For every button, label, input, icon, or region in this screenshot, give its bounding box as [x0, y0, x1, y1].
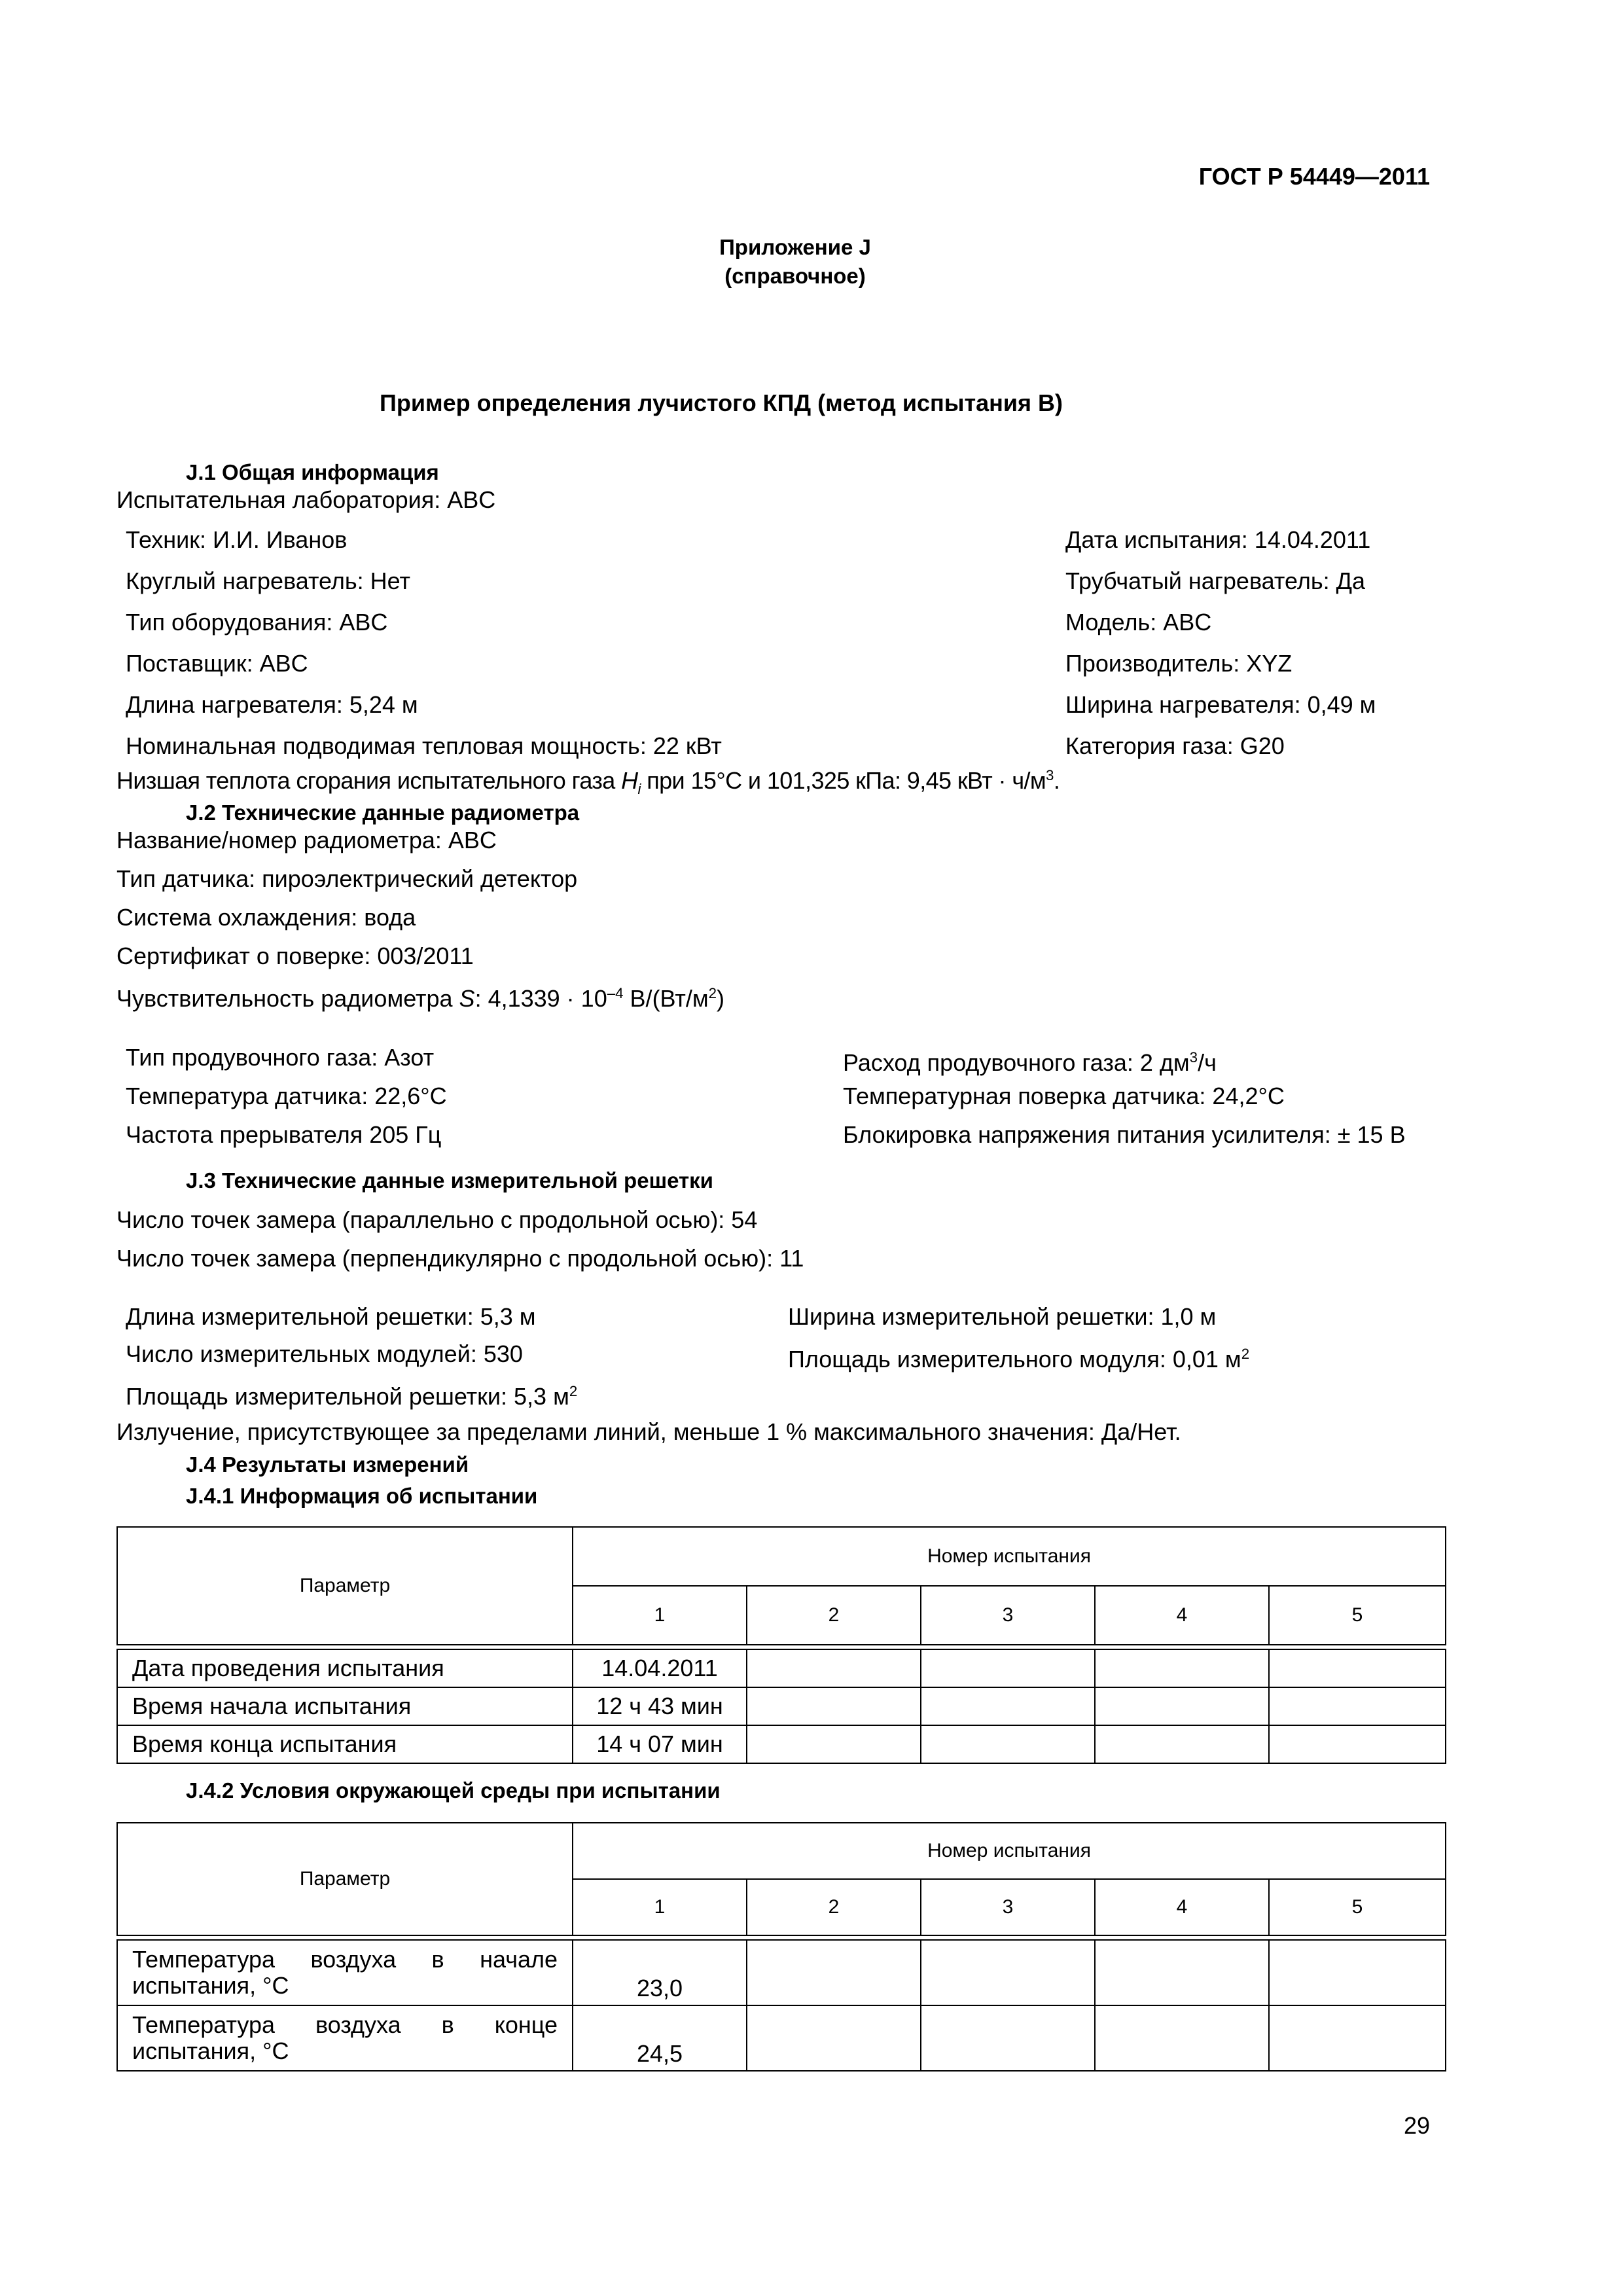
table2-col-2: 2: [747, 1879, 921, 1935]
table1-col-5: 5: [1269, 1586, 1446, 1645]
calorific-text: Низшая теплота сгорания испытательного газа: [116, 767, 622, 794]
table1-group-header: Номер испытания: [573, 1527, 1446, 1586]
table-row: [117, 1940, 1446, 2005]
calorific-sup: 3: [1046, 767, 1054, 783]
section-j1-heading: J.1 Общая информация: [186, 460, 439, 484]
sensitivity-unit-sup: 2: [708, 985, 717, 1001]
info-heater-length: Длина нагревателя: 5,24 м: [126, 691, 418, 718]
calorific-symbol: H: [621, 767, 638, 794]
module-area-text: Площадь измерительного модуля: 0,01 м: [788, 1346, 1241, 1372]
lab-line: Испытательная лаборатория: ABC: [116, 486, 496, 513]
table2-col-5: 5: [1269, 1879, 1446, 1935]
sensitivity-label: Чувствительность радиометра: [116, 985, 459, 1012]
module-count: Число измерительных модулей: 530: [126, 1340, 523, 1367]
table2-row-label: [117, 2005, 573, 2071]
purge-gas-flow: [843, 1043, 1217, 1077]
grid-width: Ширина измерительной решетки: 1,0 м: [788, 1303, 1217, 1330]
table2-cell: 23,0: [573, 1940, 747, 2005]
info-test-date: Дата испытания: 14.04.2011: [1065, 526, 1371, 553]
appendix-title: Приложение J: [719, 235, 871, 259]
table1-cell: [921, 1649, 1095, 1687]
table2-row-label-line2: испытания, °С: [132, 1972, 289, 1999]
purge-gas-type: Тип продувочного газа: Азот: [126, 1044, 435, 1071]
table1-row-label: Время конца испытания: [117, 1725, 573, 1763]
sensor-type: Тип датчика: пироэлектрический детектор: [116, 865, 578, 892]
table2-param-header: Параметр: [117, 1823, 573, 1935]
info-heater-width: Ширина нагревателя: 0,49 м: [1065, 691, 1376, 718]
table1-cell: [1269, 1687, 1446, 1725]
page-title: Пример определения лучистого КПД (метод испытания В): [380, 389, 1063, 416]
grid-area-sup: 2: [569, 1383, 578, 1399]
section-j2-heading: J.2 Технические данные радиометра: [186, 800, 580, 825]
purge-flow-end: /ч: [1198, 1049, 1217, 1076]
grid-length: Длина измерительной решетки: 5,3 м: [126, 1303, 536, 1330]
page-number: 29: [1403, 2112, 1430, 2139]
table1-cell: [921, 1687, 1095, 1725]
table1-cell: [1095, 1649, 1269, 1687]
table2-row-label-line2: испытания, °С: [132, 2037, 289, 2064]
info-equipment-type: Тип оборудования: ABC: [126, 609, 388, 636]
section-j3-heading: J.3 Технические данные измерительной решетки: [186, 1168, 713, 1193]
radiometer-sensitivity: [116, 979, 724, 1013]
standard-number: ГОСТ Р 54449—2011: [1198, 163, 1430, 190]
table1-cell: [1269, 1649, 1446, 1687]
info-nominal-power: Номинальная подводимая тепловая мощность: 22 кВт: [126, 732, 722, 759]
table2-row-label-line1: Температура воздуха в конце: [132, 2011, 558, 2038]
sensitivity-value: : 4,1339 · 10: [474, 985, 607, 1012]
table2-group-header: Номер испытания: [573, 1823, 1446, 1879]
table2-header-gap: [117, 1935, 1446, 1940]
table1-cell: [747, 1649, 921, 1687]
table1-cell: 14 ч 07 мин: [573, 1725, 747, 1763]
table2-cell: [921, 1940, 1095, 2005]
info-model: Модель: ABC: [1065, 609, 1212, 636]
table1-col-4: 4: [1095, 1586, 1269, 1645]
calorific-subscript: i: [637, 781, 641, 798]
table1-row-label: Дата проведения испытания: [117, 1649, 573, 1687]
chopper-frequency: Частота прерывателя 205 Гц: [126, 1121, 442, 1148]
table2-row-label-line1: Температура воздуха в начале: [132, 1946, 558, 1973]
table2-cell: [1095, 2005, 1269, 2071]
sensitivity-symbol: S: [459, 985, 475, 1012]
appendix-type: (справочное): [724, 264, 866, 288]
grid-area: [126, 1377, 577, 1411]
sensor-temperature-check: Температурная поверка датчика: 24,2°С: [843, 1083, 1285, 1109]
calibration-certificate: Сертификат о поверке: 003/2011: [116, 942, 474, 969]
purge-flow-sup: 3: [1189, 1049, 1198, 1066]
table1-cell: [747, 1687, 921, 1725]
section-j4-heading: J.4 Результаты измерений: [186, 1452, 469, 1477]
table2-col-3: 3: [921, 1879, 1095, 1935]
table-row: [117, 1649, 1446, 1687]
table2-cell: [921, 2005, 1095, 2071]
amplifier-voltage-lock: Блокировка напряжения питания усилителя: ± 15 В: [843, 1121, 1406, 1148]
info-round-heater: Круглый нагреватель: Нет: [126, 567, 410, 594]
table-row: [117, 1725, 1446, 1763]
info-technician: Техник: И.И. Иванов: [126, 526, 348, 553]
table1-col-2: 2: [747, 1586, 921, 1645]
table2-cell: [1269, 1940, 1446, 2005]
points-perpendicular: Число точек замера (перпендикулярно с продольной осью): 11: [116, 1245, 804, 1272]
module-area: [788, 1340, 1249, 1374]
table1-param-header: Параметр: [117, 1527, 573, 1645]
table2-cell: [747, 1940, 921, 2005]
section-j42-heading: J.4.2 Условия окружающей среды при испытании: [186, 1778, 721, 1803]
table1-header-gap: [117, 1645, 1446, 1649]
module-area-sup: 2: [1241, 1346, 1250, 1362]
table1-col-3: 3: [921, 1586, 1095, 1645]
table2-cell: 24,5: [573, 2005, 747, 2071]
info-supplier: Поставщик: ABC: [126, 650, 308, 677]
table1-cell: [1095, 1687, 1269, 1725]
table1-cell: [1095, 1725, 1269, 1763]
points-parallel: Число точек замера (параллельно с продольной осью): 54: [116, 1206, 758, 1233]
table1-col-1: 1: [573, 1586, 747, 1645]
calorific-end: .: [1053, 767, 1060, 794]
section-j41-heading: J.4.1 Информация об испытании: [186, 1484, 538, 1508]
table-row: [117, 1687, 1446, 1725]
calorific-value: при 15°С и 101,325 кПа: 9,45 кВт · ч/м: [640, 767, 1046, 794]
cooling-system: Система охлаждения: вода: [116, 904, 416, 931]
info-manufacturer: Производитель: XYZ: [1065, 650, 1293, 677]
purge-flow-text: Расход продувочного газа: 2 дм: [843, 1049, 1190, 1076]
environment-table: [116, 1822, 1446, 2072]
table-row: [117, 2005, 1446, 2071]
outside-radiation-line: Излучение, присутствующее за пределами линий, меньше 1 % максимального значения: Да/Нет.: [116, 1418, 1181, 1445]
sensitivity-end: ): [717, 985, 725, 1012]
table2-col-1: 1: [573, 1879, 747, 1935]
table2-cell: [1095, 1940, 1269, 2005]
table2-row-label: [117, 1940, 573, 2005]
table2-col-4: 4: [1095, 1879, 1269, 1935]
table2-cell: [747, 2005, 921, 2071]
table1-cell: [747, 1725, 921, 1763]
sensor-temperature: Температура датчика: 22,6°С: [126, 1083, 447, 1109]
test-info-table: [116, 1526, 1446, 1764]
radiometer-name: Название/номер радиометра: ABC: [116, 827, 497, 853]
sensitivity-exponent: –4: [607, 985, 624, 1001]
sensitivity-unit: В/(Вт/м: [623, 985, 709, 1012]
table1-cell: 14.04.2011: [573, 1649, 747, 1687]
grid-area-text: Площадь измерительной решетки: 5,3 м: [126, 1383, 569, 1410]
table1-cell: [921, 1725, 1095, 1763]
table2-cell: [1269, 2005, 1446, 2071]
table1-row-label: Время начала испытания: [117, 1687, 573, 1725]
calorific-value-line: [116, 761, 1060, 804]
info-gas-category: Категория газа: G20: [1065, 732, 1285, 759]
table1-cell: 12 ч 43 мин: [573, 1687, 747, 1725]
table1-cell: [1269, 1725, 1446, 1763]
info-tube-heater: Трубчатый нагреватель: Да: [1065, 567, 1365, 594]
